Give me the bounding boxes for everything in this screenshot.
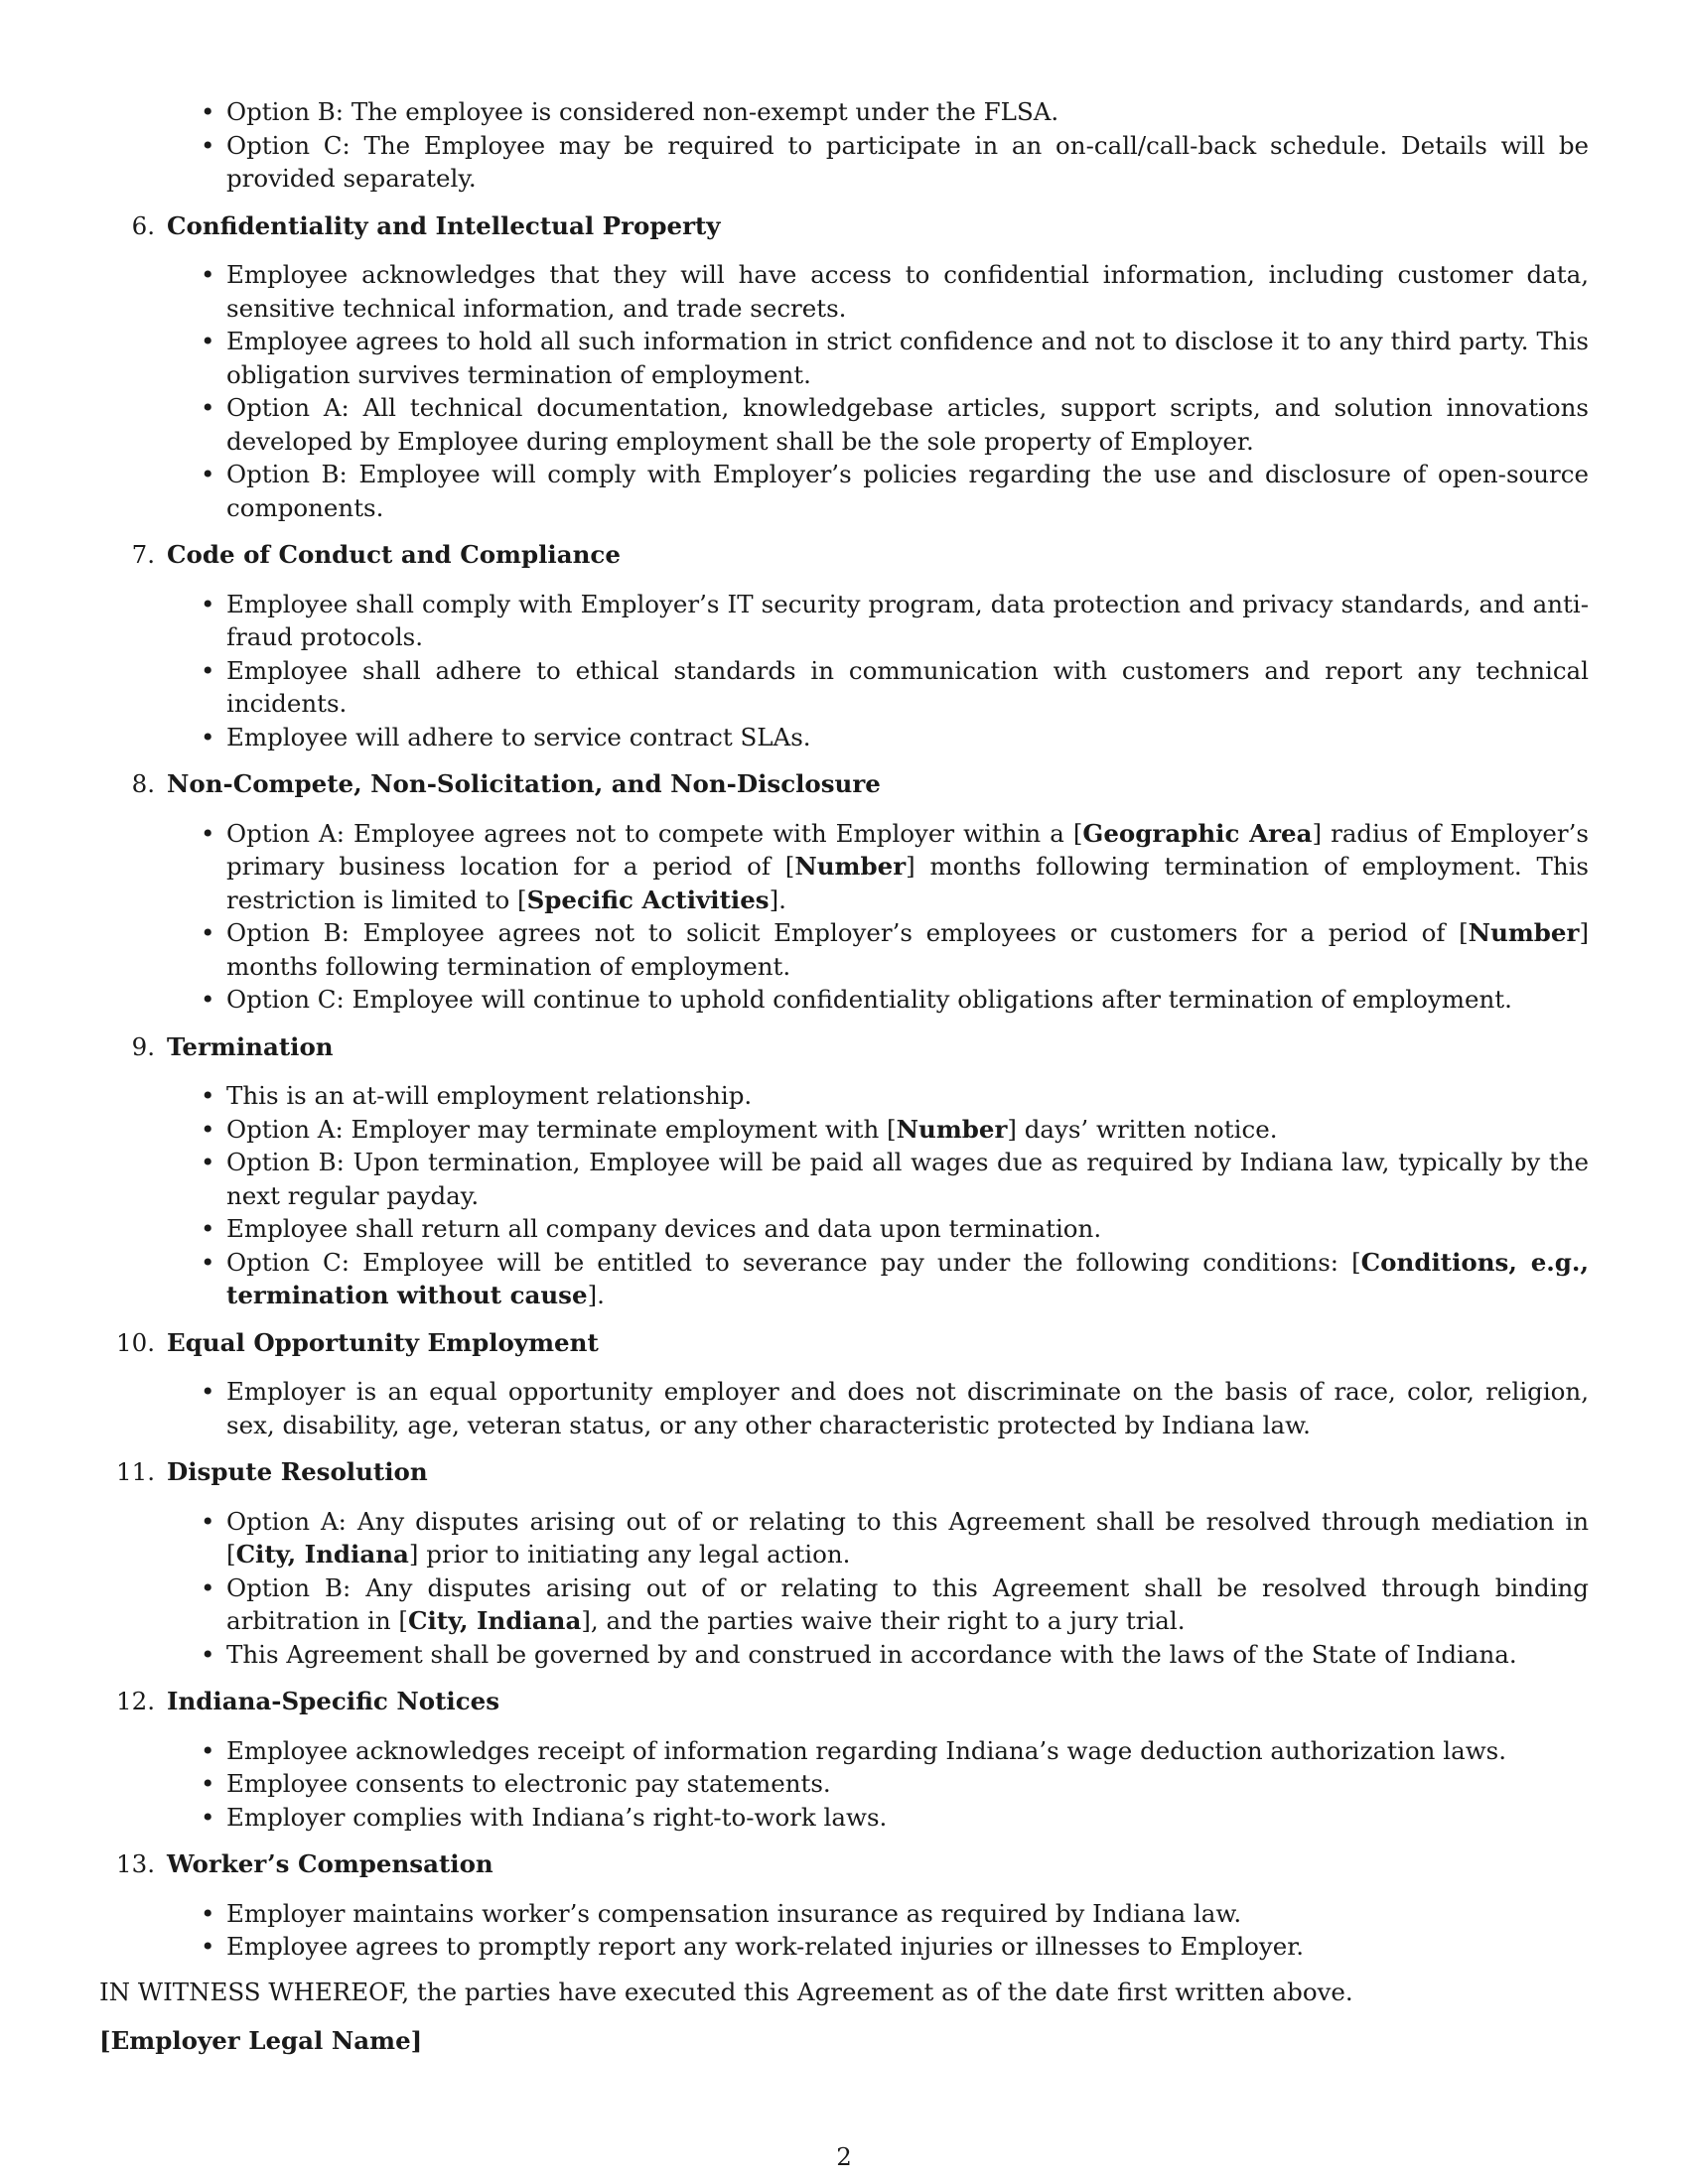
- section-heading: [99, 767, 1589, 801]
- section-heading: [99, 1847, 1589, 1881]
- list-item: • Option C: The Employee may be required to participate in an on-call/call-back schedule. Details will be provided separately.: [226, 129, 1589, 196]
- list-item: • This Agreement shall be governed by and construed in accordance with the laws of the State of Indiana.: [226, 1638, 1589, 1672]
- list-item: • Employee agrees to hold all such information in strict confidence and not to disclose it to any third party. This obligation survives termination of employment.: [226, 325, 1589, 391]
- list-item: • Employee consents to electronic pay statements.: [226, 1767, 1589, 1801]
- section-title: Confidentiality and Intellectual Property: [167, 210, 721, 240]
- section-heading: [99, 1455, 1589, 1489]
- intro-bullet-list: [99, 95, 1589, 196]
- section: [99, 1455, 1589, 1671]
- list-item: • Option B: Employee agrees not to solicit Employer’s employees or customers for a period of [Number] months following termination of employment.: [226, 916, 1589, 983]
- list-item: • Option A: Employee agrees not to compete with Employer within a [Geographic Area] radius of Employer’s primary business location for a period of [Number] months following termination of employment. This restriction is limited to [Specific Activities].: [226, 817, 1589, 917]
- list-item: • Option B: Any disputes arising out of or relating to this Agreement shall be resolved through binding arbitration in [City, Indiana], and the parties waive their right to a jury trial.: [226, 1571, 1589, 1638]
- section-number: 10.: [116, 1327, 155, 1357]
- list-item: • This is an at-will employment relationship.: [226, 1079, 1589, 1113]
- placeholder-field: City, Indiana: [407, 1606, 582, 1635]
- section-number: 8.: [131, 769, 155, 798]
- section-number: 6.: [131, 210, 155, 240]
- section: [99, 1326, 1589, 1442]
- section-title: Worker’s Compensation: [167, 1849, 493, 1878]
- list-item: • Option C: Employee will be entitled to severance pay under the following conditions: [Conditions, e.g., termination without cause].: [226, 1246, 1589, 1312]
- section-title: Code of Conduct and Compliance: [167, 540, 621, 569]
- list-item: • Employer maintains worker’s compensation insurance as required by Indiana law.: [226, 1897, 1589, 1931]
- page-number: 2: [836, 2142, 852, 2171]
- placeholder-field: Conditions, e.g., termination without cause: [226, 1247, 1589, 1309]
- list-item: • Employee shall return all company devices and data upon termination.: [226, 1212, 1589, 1246]
- employer-signature-label: [Employer Legal Name]: [99, 2026, 423, 2055]
- section-title: Indiana-Specific Notices: [167, 1687, 499, 1715]
- section-number: 9.: [131, 1031, 155, 1061]
- section-heading: [99, 538, 1589, 572]
- list-item: • Employee will adhere to service contract SLAs.: [226, 721, 1589, 754]
- section-number: 7.: [131, 540, 155, 569]
- list-item: • Employee acknowledges receipt of information regarding Indiana’s wage deduction authorization laws.: [226, 1734, 1589, 1768]
- section-heading: [99, 1326, 1589, 1360]
- section-number: 13.: [116, 1849, 155, 1878]
- list-item: • Option A: All technical documentation, knowledgebase articles, support scripts, and solution innovations developed by Employee during employment shall be the sole property of Employer.: [226, 391, 1589, 458]
- bullet-list: [99, 588, 1589, 754]
- document-page: [99, 95, 1589, 2058]
- section: [99, 1685, 1589, 1834]
- section-title: Non-Compete, Non-Solicitation, and Non-Disclosure: [167, 769, 881, 798]
- bullet-list: [99, 817, 1589, 1017]
- bullet-list: [99, 1079, 1589, 1312]
- section-title: Equal Opportunity Employment: [167, 1327, 599, 1357]
- bullet-list: [99, 258, 1589, 524]
- list-item: • Option B: The employee is considered non-exempt under the FLSA.: [226, 95, 1589, 129]
- list-item: • Option A: Employer may terminate employment with [Number] days’ written notice.: [226, 1113, 1589, 1147]
- list-item: • Employee shall comply with Employer’s IT security program, data protection and privacy standards, and anti-fraud protocols.: [226, 588, 1589, 654]
- section: [99, 209, 1589, 525]
- sections-container: [99, 209, 1589, 1964]
- placeholder-field: Number: [794, 852, 907, 881]
- witness-clause: IN WITNESS WHEREOF, the parties have executed this Agreement as of the date first written above.: [99, 1977, 1353, 2006]
- section-heading: [99, 1030, 1589, 1064]
- list-item: • Employee agrees to promptly report any work-related injuries or illnesses to Employer.: [226, 1930, 1589, 1964]
- section-number: 11.: [116, 1457, 155, 1486]
- list-item: • Employer complies with Indiana’s right-to-work laws.: [226, 1801, 1589, 1835]
- section-heading: [99, 209, 1589, 243]
- placeholder-field: Geographic Area: [1082, 818, 1313, 848]
- bullet-list: [99, 1505, 1589, 1672]
- placeholder-field: Specific Activities: [526, 885, 770, 914]
- list-item: • Employee shall adhere to ethical standards in communication with customers and report any technical incidents.: [226, 654, 1589, 721]
- list-item: • Option B: Upon termination, Employee will be paid all wages due as required by Indiana law, typically by the next regular payday.: [226, 1146, 1589, 1212]
- section-heading: [99, 1685, 1589, 1718]
- placeholder-field: Number: [896, 1114, 1008, 1144]
- bullet-list: [99, 1375, 1589, 1441]
- list-item: • Employee acknowledges that they will have access to confidential information, including customer data, sensitive technical information, and trade secrets.: [226, 258, 1589, 325]
- placeholder-field: Number: [1468, 918, 1580, 947]
- section: [99, 538, 1589, 753]
- list-item: • Option C: Employee will continue to uphold confidentiality obligations after termination of employment.: [226, 983, 1589, 1017]
- list-item: • Option B: Employee will comply with Employer’s policies regarding the use and disclosure of open-source components.: [226, 458, 1589, 524]
- section-number: 12.: [116, 1687, 155, 1715]
- list-item: • Option A: Any disputes arising out of or relating to this Agreement shall be resolved through mediation in [City, Indiana] prior to initiating any legal action.: [226, 1505, 1589, 1571]
- section: [99, 767, 1589, 1017]
- section: [99, 1030, 1589, 1312]
- placeholder-field: City, Indiana: [235, 1540, 409, 1569]
- section: [99, 1847, 1589, 1964]
- bullet-list: [99, 1897, 1589, 1964]
- section-title: Dispute Resolution: [167, 1457, 428, 1486]
- bullet-list: [99, 1734, 1589, 1835]
- list-item: • Employer is an equal opportunity employer and does not discriminate on the basis of race, color, religion, sex, disability, age, veteran status, or any other characteristic protected by Indiana law.: [226, 1375, 1589, 1441]
- section-title: Termination: [167, 1031, 334, 1061]
